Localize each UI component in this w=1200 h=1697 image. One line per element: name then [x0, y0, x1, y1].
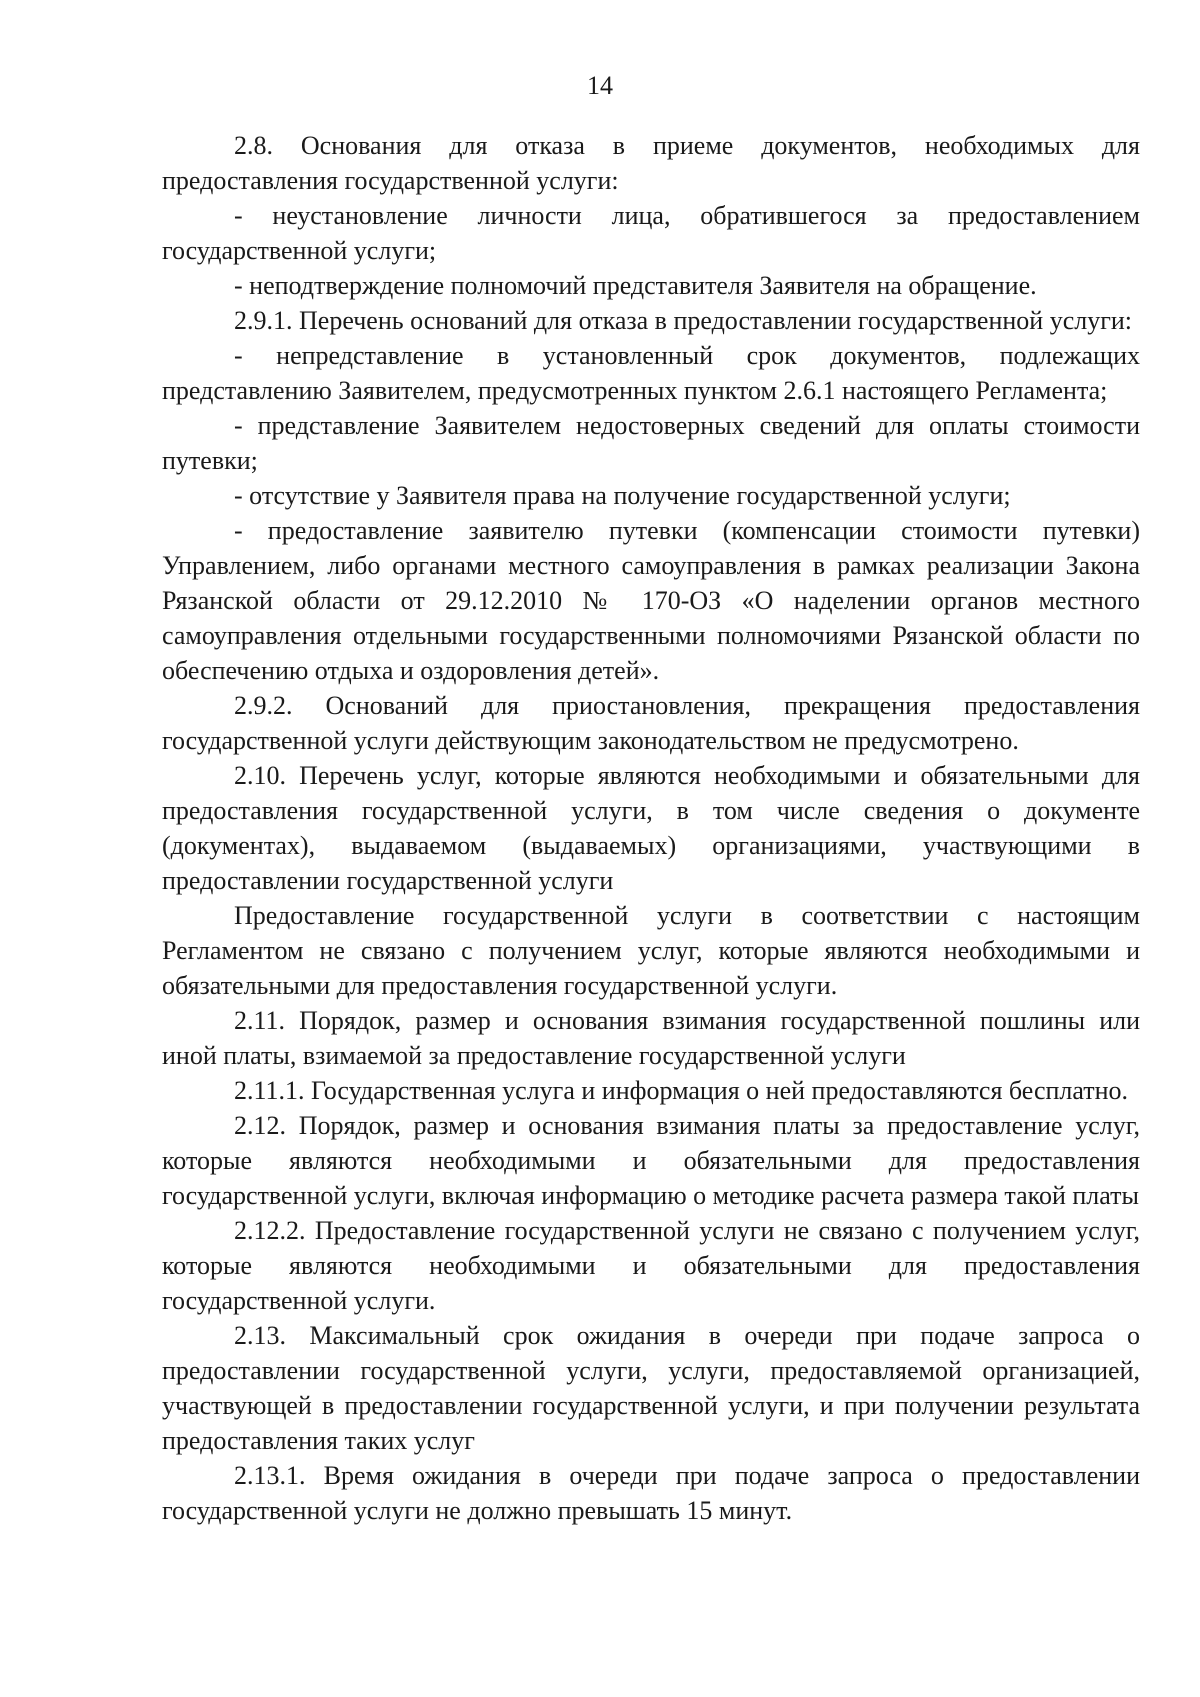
paragraph-2-11-1: 2.11.1. Государственная услуга и информация о ней предоставляются бесплатно.	[234, 1076, 1129, 1105]
document-body	[162, 128, 1140, 1528]
paragraph: Предоставление государственной услуги в соответствии с настоящим Регламентом не связано с получением услуг, которые являются необходимыми и обязательными для предоставления государственной услуги.	[162, 901, 1140, 1000]
list-item: - представление Заявителем недостоверных сведений для оплаты стоимости путевки;	[162, 411, 1140, 475]
paragraph-2-11: 2.11. Порядок, размер и основания взимания государственной пошлины или иной платы, взимаемой за предоставление государственной услуги	[162, 1006, 1140, 1070]
paragraph-2-8: 2.8. Основания для отказа в приеме документов, необходимых для предоставления государственной услуги:	[162, 131, 1140, 195]
paragraph-2-13-1: 2.13.1. Время ожидания в очереди при подаче запроса о предоставлении государственной услуги не должно превышать 15 минут.	[162, 1461, 1140, 1525]
paragraph-2-12-2: 2.12.2. Предоставление государственной услуги не связано с получением услуг, которые являются необходимыми и обязательными для предоставления государственной услуги.	[162, 1216, 1140, 1315]
list-item: - непредставление в установленный срок документов, подлежащих представлению Заявителем, предусмотренных пунктом 2.6.1 настоящего Регламента;	[162, 341, 1140, 405]
list-item: - неподтверждение полномочий представителя Заявителя на обращение.	[234, 271, 1037, 300]
paragraph-2-10: 2.10. Перечень услуг, которые являются необходимыми и обязательными для предоставления государственной услуги, в том числе сведения о документе (документах), выдаваемом (выдаваемых) организациями, участвующими в предоставлении государственной услуги	[162, 761, 1140, 895]
paragraph-2-12: 2.12. Порядок, размер и основания взимания платы за предоставление услуг, которые являются необходимыми и обязательными для предоставления государственной услуги, включая информацию о методике расчета размера такой платы	[162, 1111, 1140, 1210]
paragraph-2-9-1: 2.9.1. Перечень оснований для отказа в предоставлении государственной услуги:	[234, 306, 1133, 335]
list-item: - отсутствие у Заявителя права на получение государственной услуги;	[234, 481, 1011, 510]
page-number: 14	[587, 71, 613, 100]
list-item: - предоставление заявителю путевки (компенсации стоимости путевки) Управлением, либо органами местного самоуправления в рамках реализации Закона Рязанской области от 29.12.2010 № 170-ОЗ «О наделении органов местного самоуправления отдельными государственными полномочиями Рязанской области по обеспечению отдыха и оздоровления детей».	[162, 516, 1140, 685]
paragraph-2-9-2: 2.9.2. Оснований для приостановления, прекращения предоставления государственной услуги действующим законодательством не предусмотрено.	[162, 691, 1140, 755]
list-item: - неустановление личности лица, обратившегося за предоставлением государственной услуги;	[162, 201, 1140, 265]
paragraph-2-13: 2.13. Максимальный срок ожидания в очереди при подаче запроса о предоставлении государственной услуги, услуги, предоставляемой организацией, участвующей в предоставлении государственной услуги, и при получении результата предоставления таких услуг	[162, 1321, 1140, 1455]
